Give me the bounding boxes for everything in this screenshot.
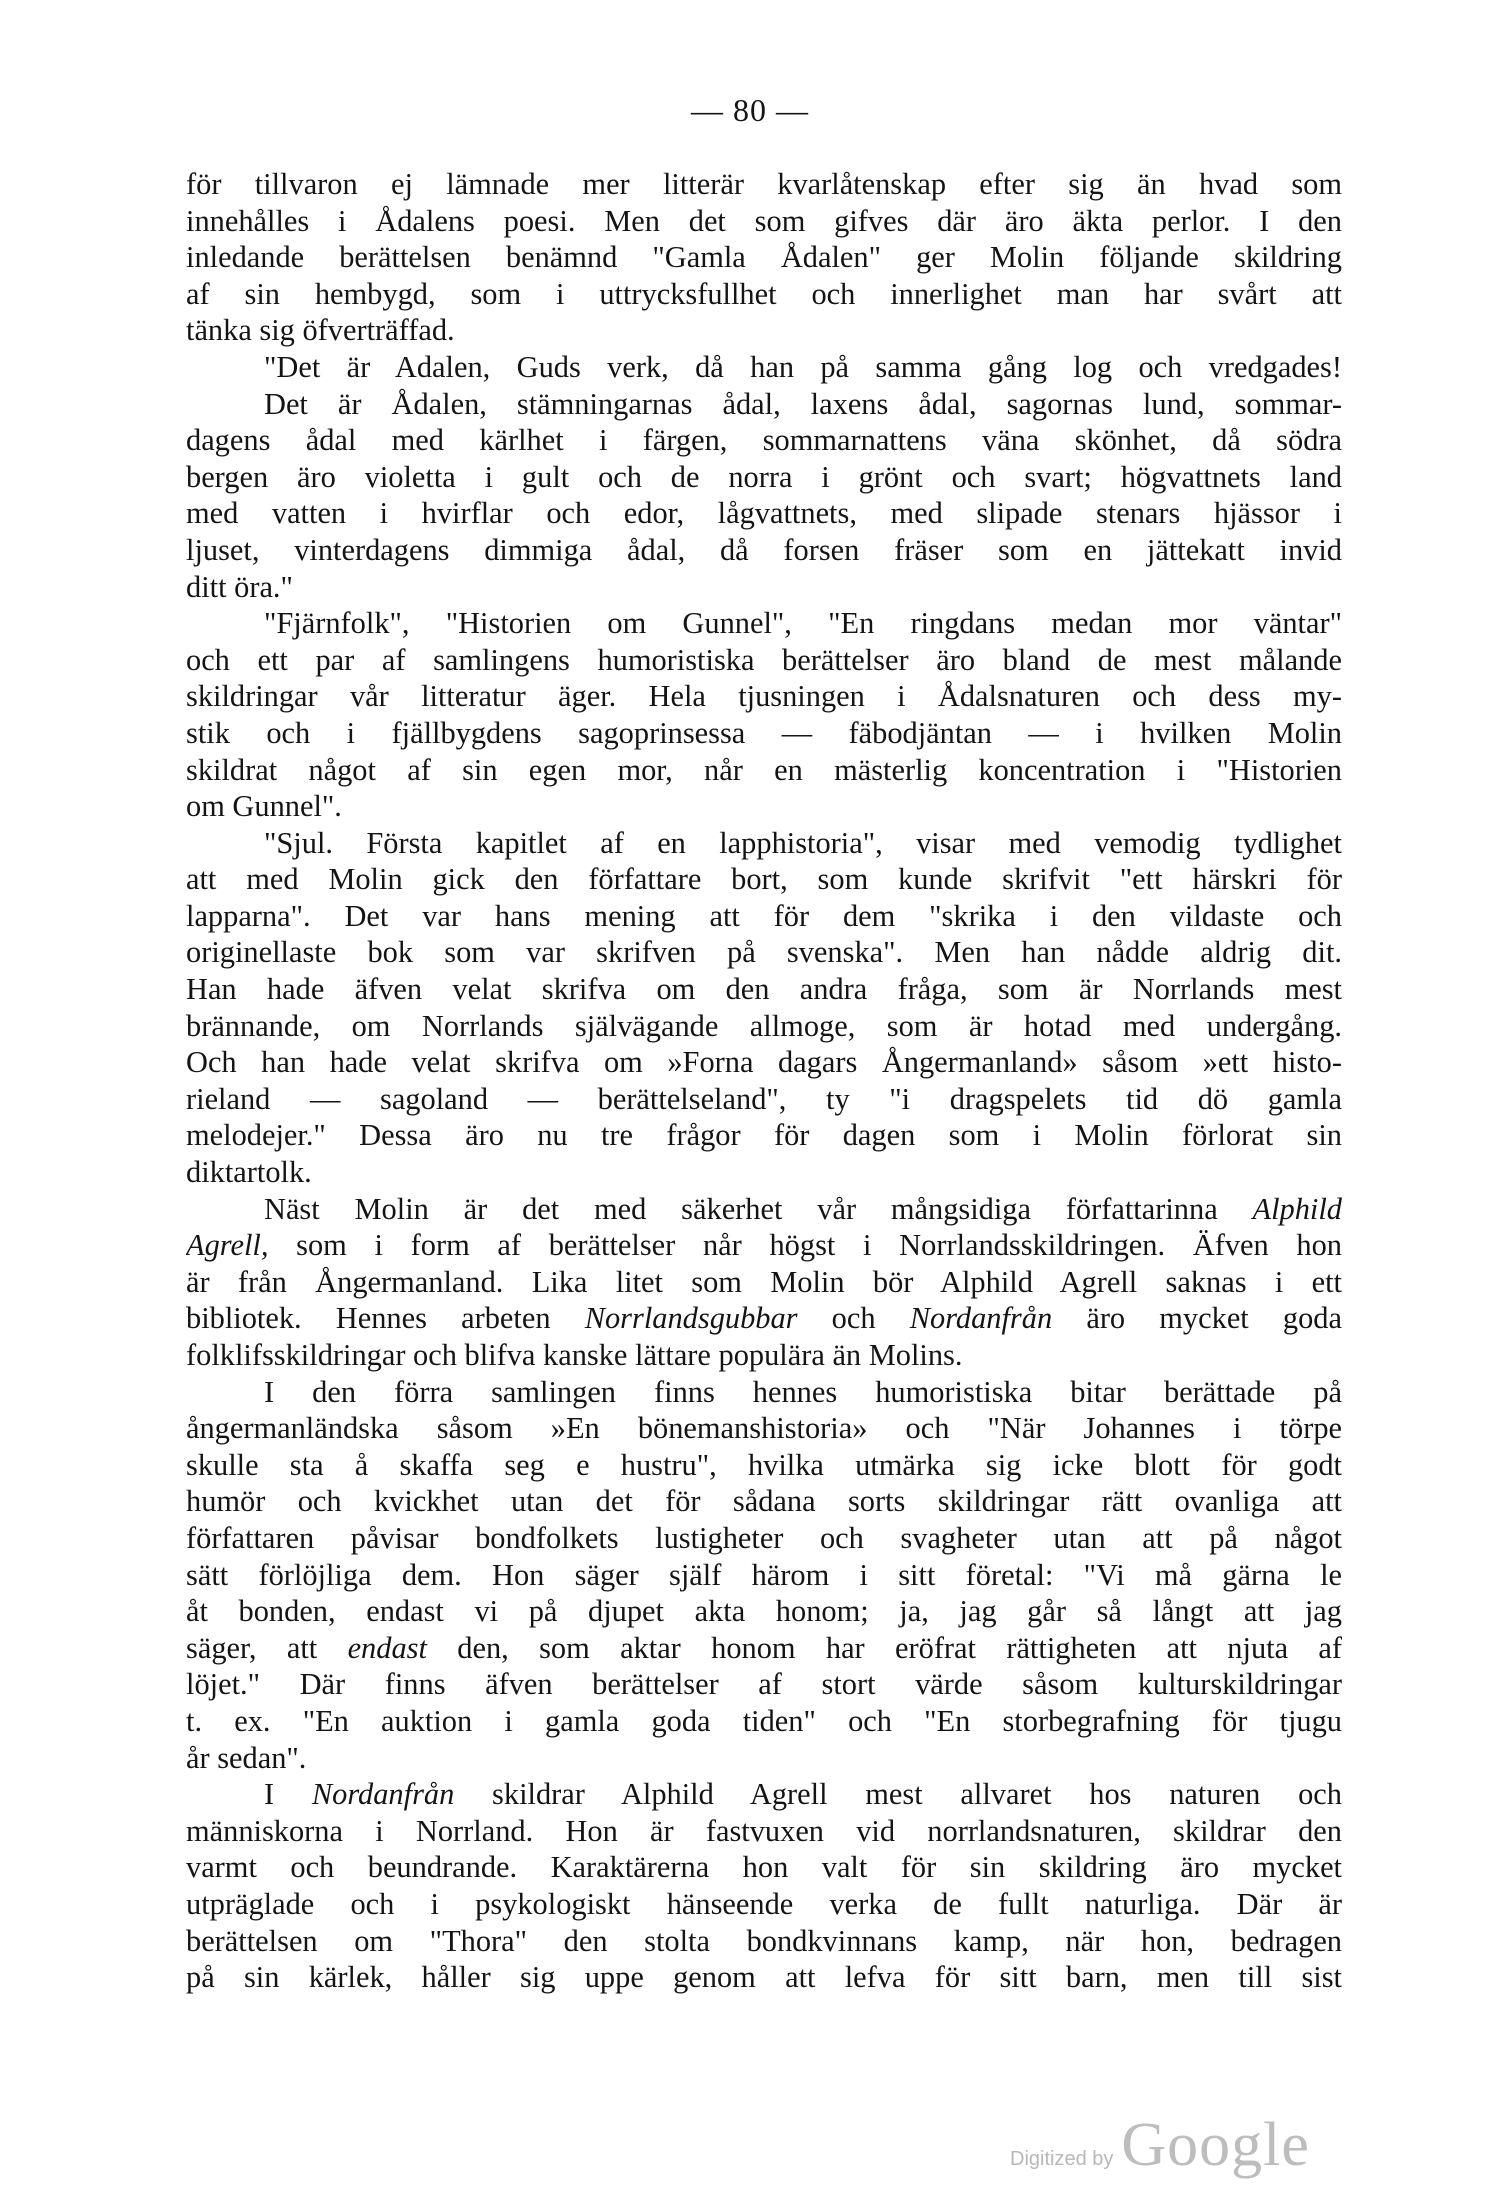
text-line: ditt öra." bbox=[186, 569, 293, 604]
text-line: t. ex. "En auktion i gamla goda tiden" och "En storbegrafning för tjugu bbox=[186, 1703, 1342, 1738]
text-line: är från Ångermanland. Lika litet som Molin bör Alphild Agrell saknas i ett bbox=[186, 1264, 1342, 1299]
text-line: humör och kvickhet utan det för sådana sorts skildringar rätt ovanliga att bbox=[186, 1484, 1342, 1519]
digitized-watermark bbox=[1010, 2110, 1310, 2181]
text-line: om Gunnel". bbox=[186, 789, 342, 824]
author-name: Alphild bbox=[1252, 1191, 1342, 1226]
text-line: I Nordanfrån skildrar Alphild Agrell mest allvaret hos naturen och bbox=[264, 1777, 1342, 1812]
text-line: bibliotek. Hennes arbeten Norrlandsgubbar och Nordanfrån äro mycket goda bbox=[186, 1301, 1342, 1336]
book-title: Nordanfrån bbox=[909, 1301, 1053, 1336]
text-line: utpräglade och i psykologiskt hänseende verka de fullt naturliga. Där är bbox=[186, 1886, 1342, 1921]
text-line: "Det är Adalen, Guds verk, då han på samma gång log och vredgades! bbox=[264, 349, 1342, 384]
paragraph-group-1 bbox=[186, 166, 1342, 1191]
text-line: med vatten i hvirflar och edor, lågvattnets, med slipade stenars hjässor i bbox=[186, 496, 1342, 531]
text-line: Det är Ådalen, stämningarnas ådal, laxens ådal, sagornas lund, sommar- bbox=[264, 386, 1342, 421]
text-line: innehålles i Ådalens poesi. Men det som gifves där äro äkta perlor. I den bbox=[186, 203, 1342, 238]
text-line: tänka sig öfverträffad. bbox=[186, 313, 455, 348]
text-line: Han hade äfven velat skrifva om den andra fråga, som är Norrlands mest bbox=[186, 972, 1342, 1007]
text-line: sätt förlöjliga dem. Hon säger själf härom i sitt företal: "Vi må gärna le bbox=[186, 1557, 1342, 1592]
text-line: berättelsen om "Thora" den stolta bondkvinnans kamp, när hon, bedragen bbox=[186, 1923, 1342, 1958]
text-line: "Sjul. Första kapitlet af en lapphistoria", visar med vemodig tydlighet bbox=[264, 825, 1342, 860]
text-line: varmt och beundrande. Karaktärerna hon valt för sin skildring äro mycket bbox=[186, 1850, 1342, 1885]
text-line: brännande, om Norrlands självägande allmoge, som är hotad med undergång. bbox=[186, 1008, 1342, 1043]
text-line: och ett par af samlingens humoristiska berättelser äro bland de mest målande bbox=[186, 642, 1342, 677]
text-line: melodejer." Dessa äro nu tre frågor för dagen som i Molin förlorat sin bbox=[186, 1118, 1342, 1153]
text-line: rieland — sagoland — berättelseland", ty "i dragspelets tid dö gamla bbox=[186, 1081, 1342, 1116]
text-line: löjet." Där finns äfven berättelser af stort värde såsom kulturskildringar bbox=[186, 1667, 1342, 1702]
emphasis: endast bbox=[347, 1630, 427, 1665]
google-logo: Google bbox=[1121, 2111, 1310, 2179]
text-line: af sin hembygd, som i uttrycksfullhet och innerlighet man har svårt att bbox=[186, 276, 1342, 311]
text-line: författaren påvisar bondfolkets lustigheter och svagheter utan att på något bbox=[186, 1520, 1342, 1555]
text-line: skildrat något af sin egen mor, når en mästerlig koncentration i "Historien bbox=[186, 752, 1342, 787]
text-line: bergen äro violetta i gult och de norra i grönt och svart; högvattnets land bbox=[186, 459, 1342, 494]
text-line: lapparna". Det var hans mening att för dem "skrika i den vildaste och bbox=[186, 898, 1342, 933]
text-line: ljuset, vinterdagens dimmiga ådal, då forsen fräser som en jättekatt invid bbox=[186, 532, 1342, 567]
text-line: år sedan". bbox=[186, 1740, 307, 1775]
paragraph-group-2 bbox=[186, 1374, 1342, 1594]
book-title: Nordanfrån bbox=[311, 1777, 455, 1812]
text-line: för tillvaron ej lämnade mer litterär kvarlåtenskap efter sig än hvad som bbox=[186, 167, 1342, 201]
text-line: åt bonden, endast vi på djupet akta honom; ja, jag går så långt att jag bbox=[186, 1594, 1342, 1629]
book-title: Norrlandsgubbar bbox=[584, 1301, 798, 1336]
watermark-prefix: Digitized by bbox=[1010, 2148, 1114, 2170]
text-line: på sin kärlek, håller sig uppe genom att lefva för sitt barn, men till sist bbox=[186, 1960, 1342, 1995]
body-text bbox=[186, 166, 1342, 1996]
author-name-cont: Agrell, bbox=[186, 1228, 269, 1263]
page-number: — 80 — bbox=[691, 92, 809, 128]
text-line: skildringar vår litteratur äger. Hela tjusningen i Ådalsnaturen och dess my- bbox=[186, 679, 1342, 714]
text-line: Agrell, som i form af berättelser når högst i Norrlandsskildringen. Äfven hon bbox=[186, 1228, 1342, 1263]
text-line: inledande berättelsen benämnd "Gamla Ådalen" ger Molin följande skildring bbox=[186, 240, 1342, 275]
text-line: skulle sta å skaffa seg e hustru", hvilka utmärka sig icke blott för godt bbox=[186, 1447, 1342, 1482]
text-line: "Fjärnfolk", "Historien om Gunnel", "En ringdans medan mor väntar" bbox=[264, 606, 1342, 641]
text-line: diktartolk. bbox=[186, 1155, 312, 1190]
text-line: ångermanländska såsom »En bönemanshistoria» och "När Johannes i törpe bbox=[186, 1411, 1342, 1446]
text-line: människorna i Norrland. Hon är fastvuxen vid norrlandsnaturen, skildrar den bbox=[186, 1813, 1342, 1848]
text-line: säger, att endast den, som aktar honom har eröfrat rättigheten att njuta af bbox=[186, 1630, 1342, 1665]
text-line: stik och i fjällbygdens sagoprinsessa — fäbodjäntan — i hvilken Molin bbox=[186, 715, 1342, 750]
text-line: Näst Molin är det med säkerhet vår mångsidiga författarinna Alphild bbox=[264, 1191, 1342, 1226]
text-line: att med Molin gick den författare bort, som kunde skrifvit "ett härskri för bbox=[186, 862, 1342, 897]
text-line: dagens ådal med kärlhet i färgen, sommarnattens väna skönhet, då södra bbox=[186, 423, 1342, 458]
text-line: Och han hade velat skrifva om »Forna dagars Ångermanland» såsom »ett histo- bbox=[186, 1045, 1342, 1080]
text-line: folklifsskildringar och blifva kanske lättare populära än Molins. bbox=[186, 1338, 963, 1372]
text-line: originellaste bok som var skrifven på svenska". Men han nådde aldrig dit. bbox=[186, 935, 1342, 970]
text-line: I den förra samlingen finns hennes humoristiska bitar berättade på bbox=[264, 1374, 1342, 1409]
